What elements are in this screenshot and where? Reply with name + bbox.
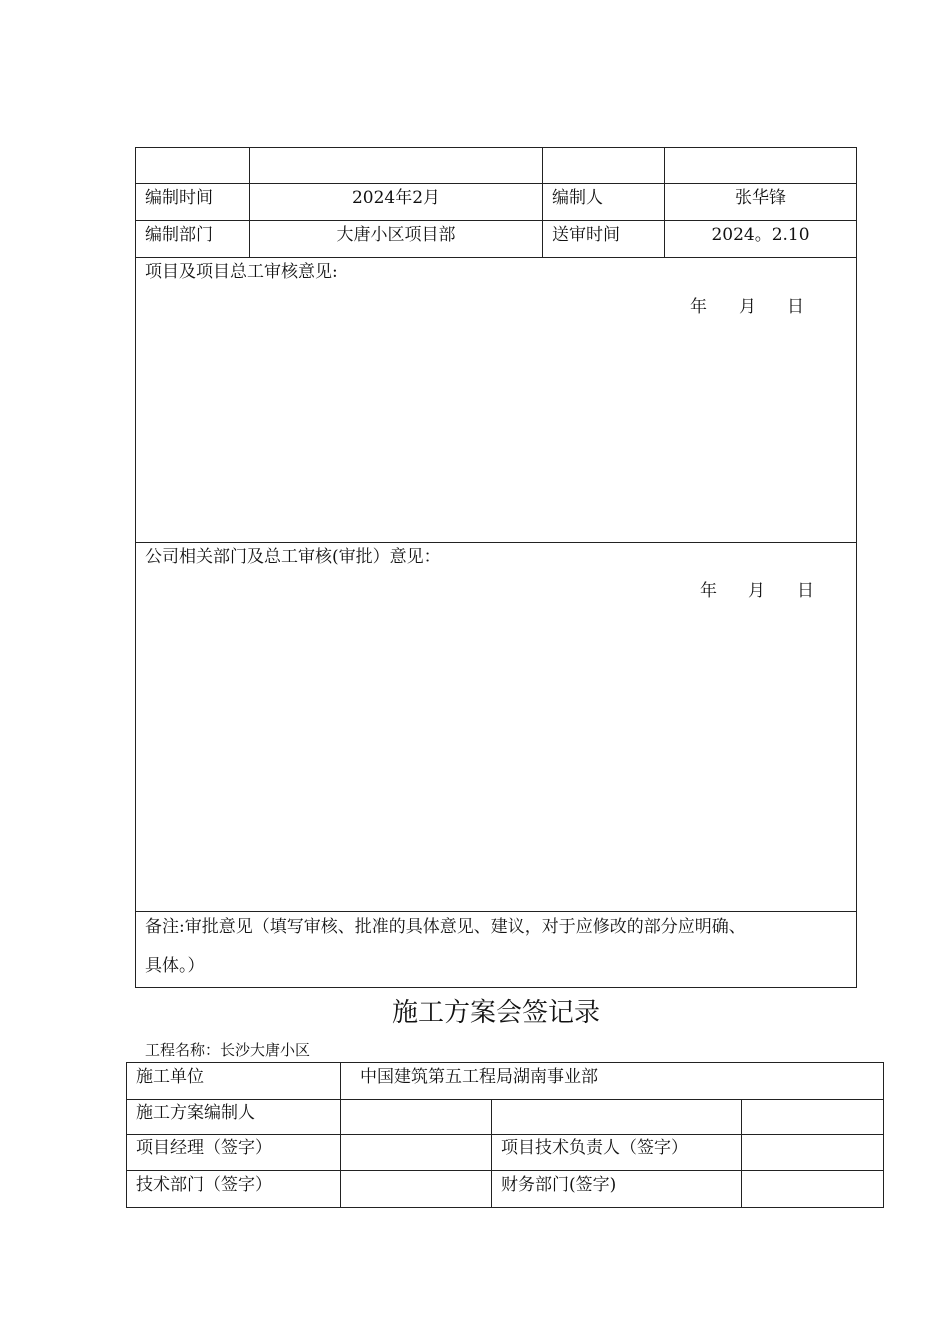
unit-label: 施工单位 (136, 1067, 204, 1087)
table-rule (126, 1062, 884, 1063)
countersign-title: 施工方案会签记录 (391, 998, 600, 1028)
company-date-month: 月 (748, 581, 765, 601)
author-value: 张华锋 (735, 188, 786, 208)
remark-line-1: 备注:审批意见（填写审核、批准的具体意见、建议，对于应修改的部分应明确、 (145, 917, 746, 937)
table-rule (135, 987, 857, 988)
project-date-month: 月 (739, 297, 756, 317)
remark-line-2: 具体。） (145, 956, 205, 976)
company-date-day: 日 (797, 581, 814, 601)
table-rule (883, 1062, 884, 1208)
table-rule (491, 1099, 492, 1208)
submit-time-value: 2024。2.10 (711, 225, 810, 245)
table-rule (126, 1099, 884, 1100)
table-rule (135, 147, 136, 988)
company-date-year: 年 (700, 581, 717, 601)
table-rule (135, 257, 857, 258)
table-rule (542, 147, 543, 258)
project-opinion-label: 项目及项目总工审核意见: (145, 262, 338, 282)
submit-time-label: 送审时间 (552, 225, 620, 245)
dept-value: 大唐小区项目部 (336, 225, 456, 245)
table-rule (741, 1099, 742, 1208)
table-rule (856, 147, 857, 988)
author-label: 编制人 (552, 188, 603, 208)
plan-author-label: 施工方案编制人 (136, 1103, 255, 1123)
project-name: 工程名称：长沙大唐小区 (145, 1041, 311, 1059)
table-rule (126, 1207, 884, 1208)
tech-dept-sign-label: 技术部门（签字） (136, 1175, 272, 1195)
company-opinion-label: 公司相关部门及总工审核(审批）意见： (145, 547, 441, 567)
pm-sign-label: 项目经理（签字） (136, 1138, 272, 1158)
project-date-year: 年 (690, 297, 707, 317)
dept-label: 编制部门 (145, 225, 213, 245)
time-value: 2024年2月 (351, 188, 441, 208)
table-rule (135, 183, 857, 184)
unit-value: 中国建筑第五工程局湖南事业部 (360, 1067, 598, 1087)
table-rule (135, 147, 857, 148)
time-label: 编制时间 (145, 188, 213, 208)
tech-lead-sign-label: 项目技术负责人（签字） (501, 1138, 688, 1158)
table-rule (126, 1170, 884, 1171)
table-rule (135, 220, 857, 221)
table-rule (135, 911, 857, 912)
table-rule (135, 542, 857, 543)
finance-dept-sign-label: 财务部门(签字) (501, 1175, 617, 1195)
table-rule (340, 1062, 341, 1208)
table-rule (126, 1062, 127, 1208)
table-rule (126, 1134, 884, 1135)
project-date-day: 日 (787, 297, 804, 317)
